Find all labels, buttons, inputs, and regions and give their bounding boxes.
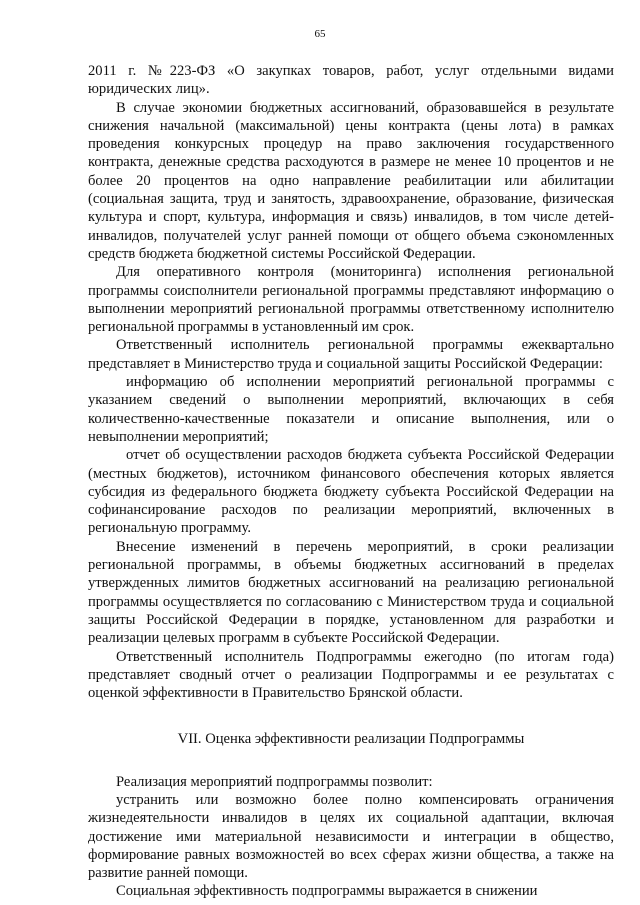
paragraph-goals: устранить или возможно более полно компенсировать ограничения жизнедеятельности инвалидов в целях их социальной адаптации, включая достижение ими материальной независимости и интеграции в общество, формирование равных возможностей во всех сферах жизни общества, а также на развитие ранней помощи. [88,791,614,882]
section-heading: VII. Оценка эффективности реализации Подпрограммы [177,731,525,748]
paragraph-annual-report: Ответственный исполнитель Подпрограммы ежегодно (по итогам года) представляет сводный отчет о реализации Подпрограммы и ее результатах с оценкой эффективности в Правительство Брянской области. [88,648,614,702]
paragraph-amendments: Внесение изменений в перечень мероприятий, в сроки реализации региональной программы, в объемы бюджетных ассигнований в пределах утвержденных лимитов бюджетных ассигнований на реализацию региональной программы осуществляется по согласованию с Министерством труда и социальной защиты Российской Федерации в порядке, установленном для разработки и реализации целевых программ в субъекте Российской Федерации. [88,538,614,647]
page-number: 65 [314,28,326,40]
paragraph-expense-report: отчет об осуществлении расходов бюджета субъекта Российской Федерации (местных бюджетов), источником финансового обеспечения которых является субсидия из федерального бюджета бюджету субъекта Российской Федерации на софинансирование расходов по реализации мероприятий, включенных в региональную программу. [88,447,614,537]
paragraph-monitoring: Для оперативного контроля (мониторинга) исполнения региональной программы соисполнители региональной программы представляют информацию о выполнении мероприятий региональной программы ответственному исполнителю региональной программы в установленный им срок. [88,264,614,336]
paragraph-quarterly-report: Ответственный исполнитель региональной программы ежеквартально представляет в Министерство труда и социальной защиты Российской Федерации: [88,337,614,372]
document-body [88,62,614,901]
paragraph-execution-info: информацию об исполнении мероприятий региональной программы с указанием сведений о выполнении мероприятий, включающих в себя количественно-качественные показатели и описание выполнения, или о невыполнении мероприятий; [88,374,614,445]
paragraph-law-reference: 2011 г. №223-ФЗ «О закупках товаров, работ, услуг отдельными видами юридических лиц». [88,63,614,98]
paragraph-social-effectiveness: Социальная эффективность подпрограммы выражается в снижении [116,883,538,900]
paragraph-implementation: Реализация мероприятий подпрограммы позволит: [116,773,433,790]
paragraph-budget-savings: В случае экономии бюджетных ассигнований, образовавшейся в результате снижения начальной (максимальной) цены контракта (цены лота) в рамках проведения конкурсных процедур на право заключения государственного контракта, денежные средства расходуются в размере не менее 10 процентов и не более 20 процентов на одно направление реабилитации или абилитации (социальная защита, труд и занятость, здравоохранение, образование, физическая культура и спорт, культура, информация и связь) инвалидов, в том числе детей-инвалидов, получателей услуг ранней помощи от общего объема сэкономленных средств бюджета бюджетной системы Российской Федерации. [88,99,614,262]
